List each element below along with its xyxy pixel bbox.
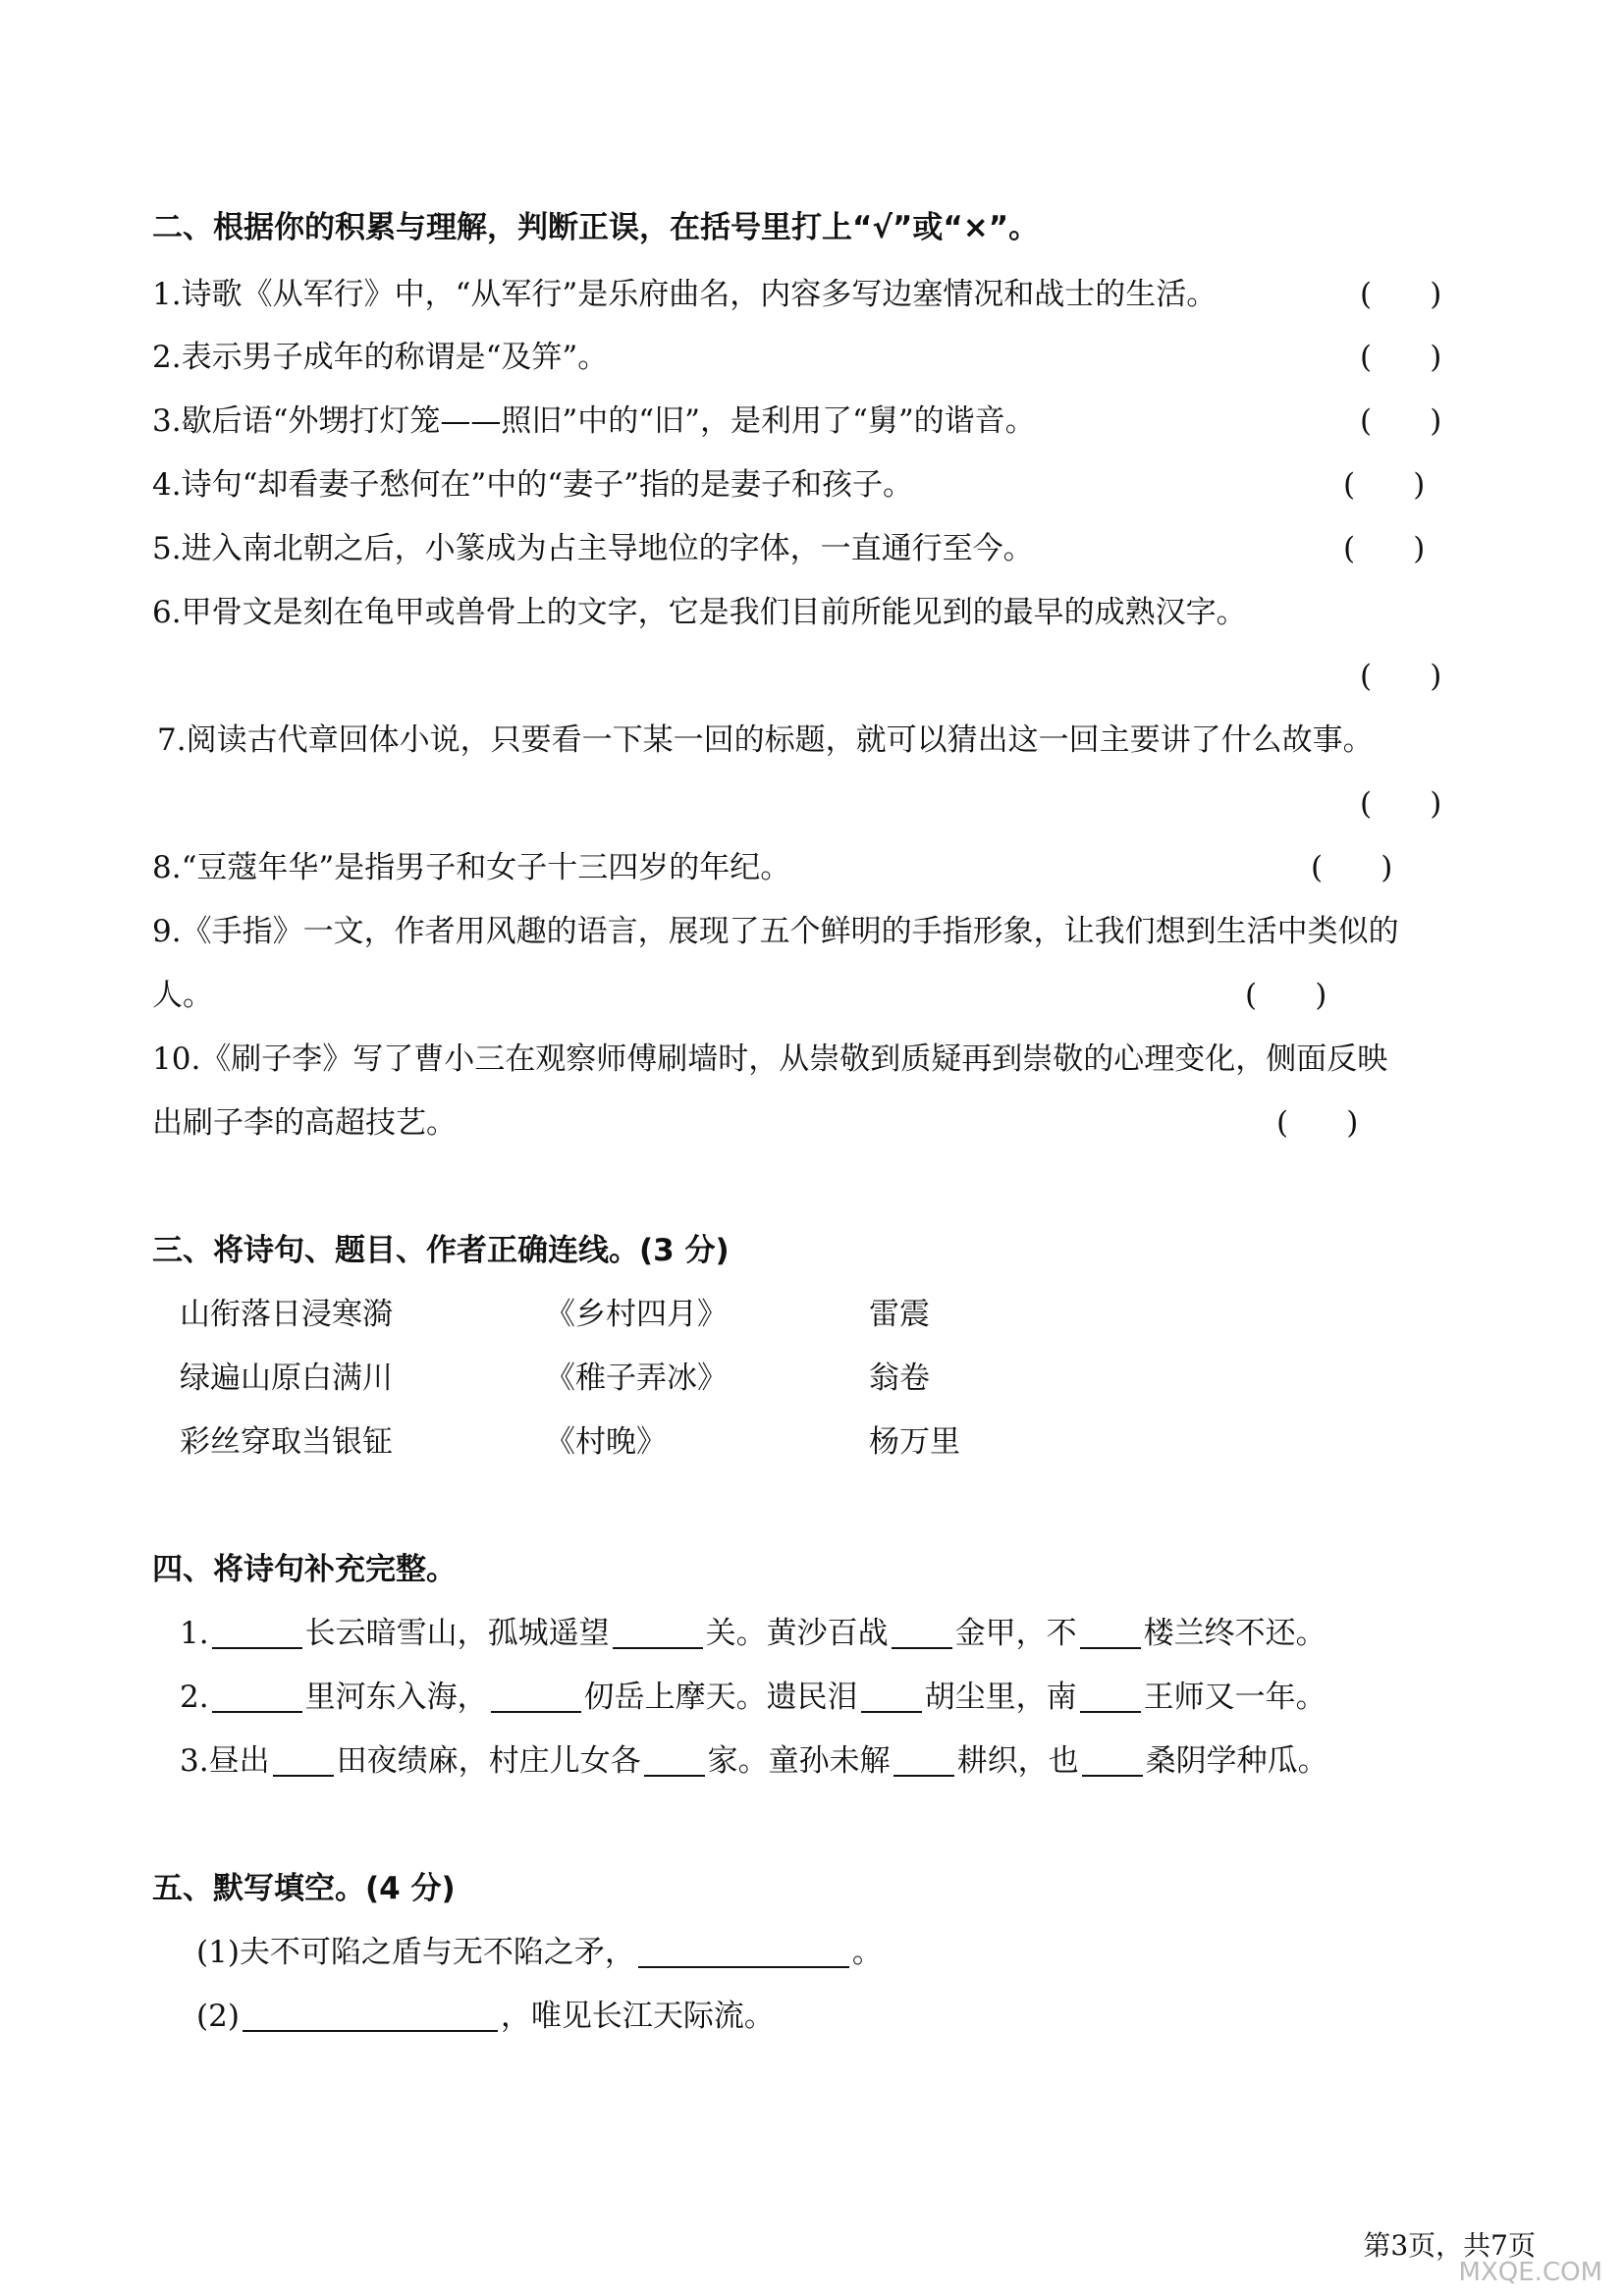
- line-text: (1)夫不可陷之盾与无不陷之矛，: [196, 1935, 635, 1970]
- question-item: 8.“豆蔻年华”是指男子和女子十三四岁的年纪。: [152, 850, 791, 885]
- fill-blank[interactable]: [644, 1745, 705, 1777]
- dictation-q2: [196, 1997, 775, 2036]
- poem-line: 绿遍山原白满川: [180, 1361, 393, 1396]
- poem-title: 《村晚》: [545, 1424, 667, 1460]
- fill-blank[interactable]: [1080, 1618, 1141, 1649]
- section-2-heading: 二、根据你的积累与理解，判断正误，在括号里打上“√”或“×”。: [152, 210, 1040, 245]
- line-text: 3.昼出: [180, 1743, 270, 1779]
- line-text: 耕织，也: [956, 1743, 1079, 1779]
- section-3-heading: 三、将诗句、题目、作者正确连线。(3 分): [152, 1233, 730, 1268]
- poem-title: 《乡村四月》: [545, 1297, 728, 1332]
- dictation-q1: [196, 1933, 883, 1972]
- line-text: 长云暗雪山，孤城遥望: [304, 1616, 610, 1651]
- question-item: 1.诗歌《从军行》中，“从军行”是乐府曲名，内容多写边塞情况和战士的生活。: [152, 277, 1218, 312]
- fill-line-1: [180, 1614, 1326, 1653]
- line-text: 王师又一年。: [1143, 1680, 1326, 1715]
- fill-blank[interactable]: [613, 1618, 703, 1649]
- fill-blank[interactable]: [243, 2001, 498, 2032]
- watermark: MXQE.COM: [1458, 2258, 1602, 2287]
- fill-blank[interactable]: [1080, 1682, 1141, 1713]
- answer-parentheses: ( ): [1360, 403, 1442, 439]
- answer-parentheses: ( ): [1245, 978, 1327, 1013]
- section-5-heading: 五、默写填空。(4 分): [152, 1871, 456, 1906]
- poem-author: 雷震: [869, 1297, 930, 1332]
- answer-parentheses: ( ): [1360, 340, 1442, 375]
- question-item: 5.进入南北朝之后，小篆成为占主导地位的字体，一直通行至今。: [152, 531, 1034, 566]
- answer-parentheses: ( ): [1360, 277, 1442, 312]
- line-text: 金甲，不: [954, 1616, 1077, 1651]
- fill-blank[interactable]: [212, 1682, 302, 1713]
- line-text: 关。黄沙百战: [705, 1616, 889, 1651]
- question-item: 9.《手指》一文，作者用风趣的语言，展现了五个鲜明的手指形象，让我们想到生活中类似的: [152, 914, 1399, 949]
- poem-author: 翁卷: [869, 1361, 930, 1396]
- answer-parentheses: ( ): [1343, 531, 1426, 566]
- question-item: 4.诗句“却看妻子愁何在”中的“妻子”指的是妻子和孩子。: [152, 467, 913, 503]
- answer-parentheses: ( ): [1276, 1105, 1359, 1141]
- poem-line: 山衔落日浸寒漪: [180, 1297, 393, 1332]
- fill-blank[interactable]: [212, 1618, 302, 1649]
- line-text: 里河东入海，: [304, 1680, 488, 1715]
- line-text: ，唯见长江天际流。: [500, 1999, 775, 2034]
- question-item: 10.《刷子李》写了曹小三在观察师傅刷墙时，从崇敬到质疑再到崇敬的心理变化，侧面反映: [152, 1041, 1388, 1077]
- fill-line-3: [180, 1741, 1328, 1781]
- fill-blank[interactable]: [273, 1745, 334, 1777]
- fill-blank[interactable]: [1082, 1745, 1143, 1777]
- answer-parentheses: ( ): [1343, 467, 1426, 503]
- question-item: 2.表示男子成年的称谓是“及笄”。: [152, 340, 609, 375]
- fill-blank[interactable]: [892, 1618, 952, 1649]
- line-text: 家。童孙未解: [707, 1743, 891, 1779]
- question-item: 出刷子李的高超技艺。: [152, 1105, 457, 1141]
- answer-parentheses: ( ): [1360, 786, 1442, 822]
- poem-author: 杨万里: [869, 1424, 960, 1460]
- fill-blank[interactable]: [638, 1937, 849, 1968]
- fill-blank[interactable]: [861, 1682, 922, 1713]
- answer-parentheses: ( ): [1311, 850, 1393, 885]
- fill-line-2: [180, 1678, 1326, 1717]
- line-number: 2.: [180, 1680, 209, 1715]
- line-text: 桑阴学种瓜。: [1145, 1743, 1328, 1779]
- line-text: (2): [196, 1999, 240, 2034]
- fill-blank[interactable]: [491, 1682, 581, 1713]
- line-text: 仞岳上摩天。遗民泪: [583, 1680, 858, 1715]
- page-number: 第3页，共7页: [1363, 2229, 1536, 2262]
- poem-title: 《稚子弄冰》: [545, 1361, 728, 1396]
- line-text: 田夜绩麻，村庄儿女各: [336, 1743, 641, 1779]
- line-number: 1.: [180, 1616, 209, 1651]
- answer-parentheses: ( ): [1360, 659, 1442, 694]
- line-text: 。: [851, 1935, 883, 1970]
- question-item: 7.阅读古代章回体小说，只要看一下某一回的标题，就可以猜出这一回主要讲了什么故事。: [157, 722, 1374, 758]
- fill-blank[interactable]: [893, 1745, 954, 1777]
- poem-line: 彩丝穿取当银钲: [180, 1424, 393, 1460]
- question-item: 3.歇后语“外甥打灯笼——照旧”中的“旧”，是利用了“舅”的谐音。: [152, 403, 1036, 439]
- question-item: 6.甲骨文是刻在龟甲或兽骨上的文字，它是我们目前所能见到的最早的成熟汉字。: [152, 595, 1247, 630]
- line-text: 胡尘里，南: [924, 1680, 1077, 1715]
- line-text: 楼兰终不还。: [1143, 1616, 1326, 1651]
- section-4-heading: 四、将诗句补充完整。: [152, 1552, 457, 1587]
- question-item: 人。: [152, 978, 213, 1013]
